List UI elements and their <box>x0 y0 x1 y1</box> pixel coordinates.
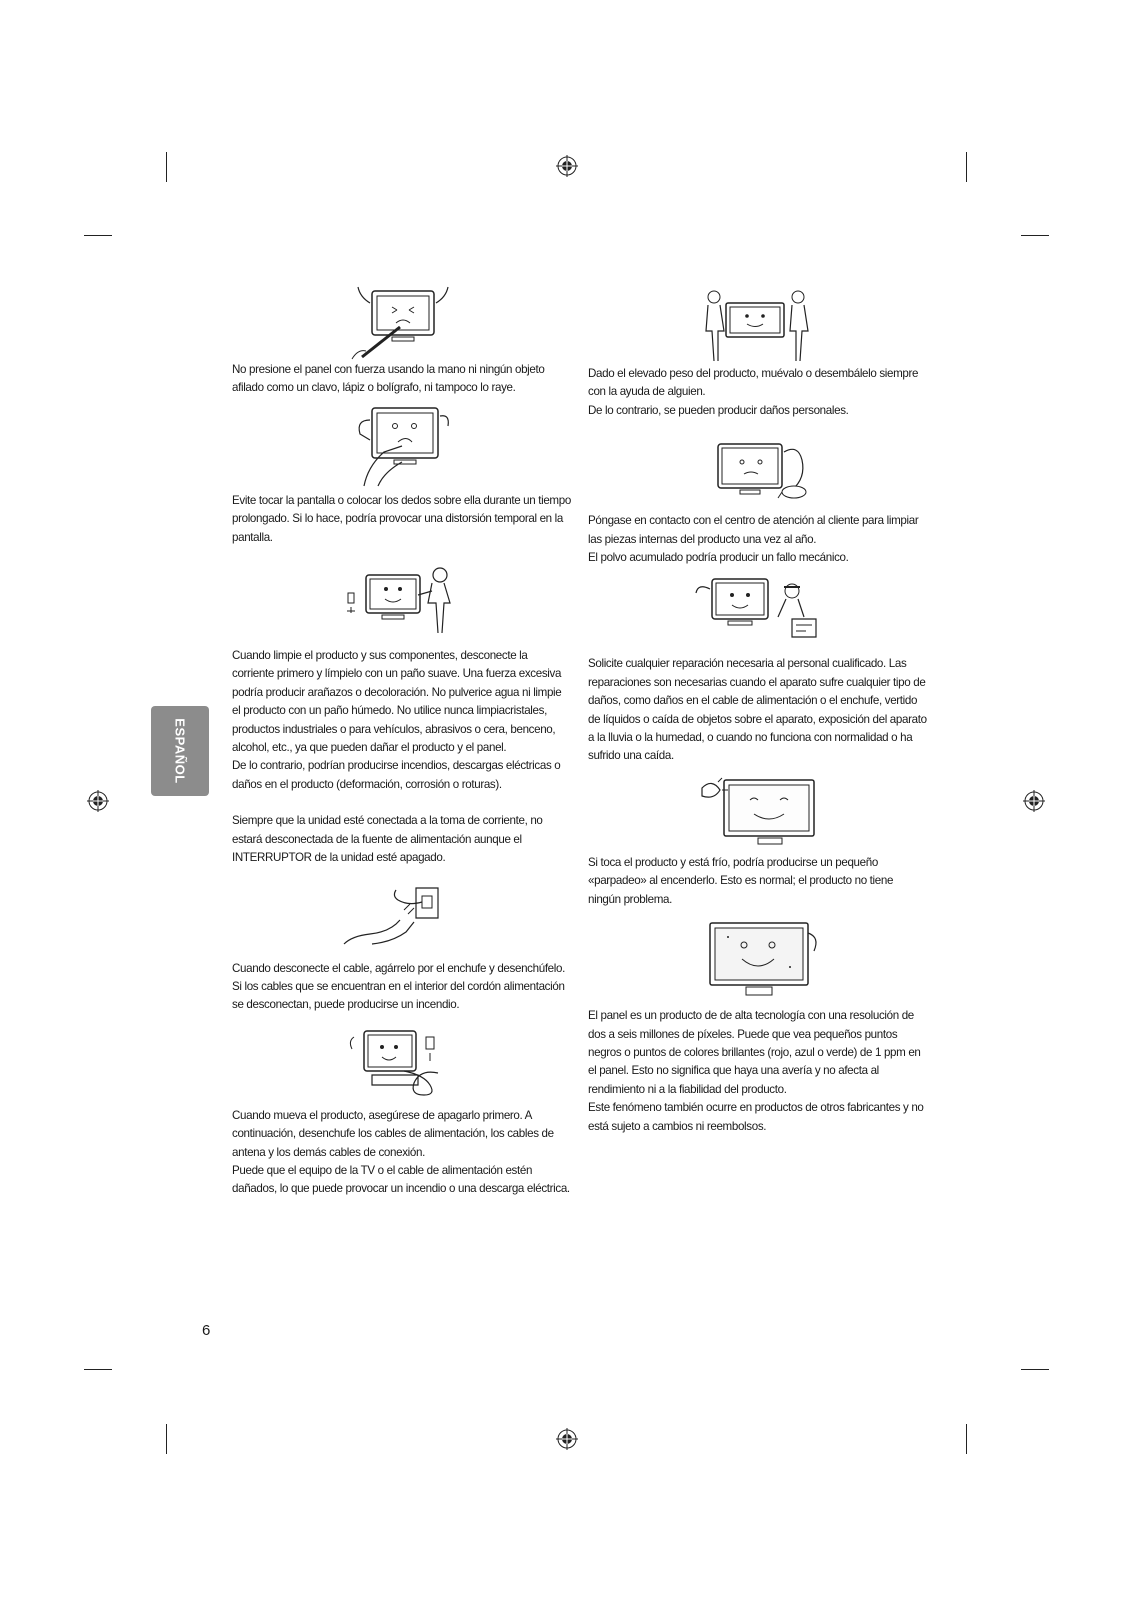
paragraph: Este fenómeno también ocurre en productos de otros fabricantes y no está sujeto a cambios ni reembolsos. <box>588 1101 924 1133</box>
touch-screen-icon <box>342 402 462 488</box>
power-switch-text <box>232 812 572 867</box>
crop-mark <box>966 1424 967 1454</box>
paragraph: Evite tocar la pantalla o colocar los dedos sobre ella durante un tiempo prolongado. Si lo hace, podría provocar una distorsión temporal en la pantalla. <box>232 493 571 544</box>
crop-mark <box>1021 1369 1049 1370</box>
paragraph: Cuando mueva el producto, asegúrese de apagarlo primero. A continuación, desenchufe los cables de alimentación, los cables de antena y los demás cables de conexión. <box>232 1108 554 1159</box>
paragraph: Póngase en contacto con el centro de atención al cliente para limpiar las piezas internas del producto una vez al año. <box>588 514 919 546</box>
crop-mark <box>1021 235 1049 236</box>
heavy-product-text <box>588 365 928 420</box>
two-people-carry-icon <box>698 289 818 369</box>
paragraph: El panel es un producto de de alta tecnología con una resolución de dos a seis millones de píxeles. Puede que vea pequeños puntos negros o puntos de colores brillantes (rojo, azul o verde) de 1 ppm en el panel. Esto no significa que haya una avería y no afecta al rendimiento ni a la fiabilidad del producto. <box>588 1009 921 1096</box>
press-panel-text <box>232 361 572 398</box>
paragraph: El polvo acumulado podría producir un fallo mecánico. <box>588 551 849 565</box>
unplug-text <box>232 960 572 1015</box>
registration-mark-icon <box>556 1428 578 1450</box>
registration-mark-icon <box>1023 790 1045 812</box>
paragraph: Cuando desconecte el cable, agárrelo por el enchufe y desenchúfelo. <box>232 961 565 975</box>
language-tab-label: ESPAÑOL <box>172 718 188 784</box>
cleaning-text <box>232 647 572 794</box>
registration-mark-icon <box>87 790 109 812</box>
paragraph: Cuando limpie el producto y sus componentes, desconecte la corriente primero y límpielo con un paño suave. Una fuerza excesiva podría producir arañazos o decoloración. No pulverice agua ni limpie el producto con un paño húmedo. No utilice nunca limpiacristales, productos industriales o para vehículos, abrasivos o cera, benceno, alcohol, etc., ya que pueden dañar el producto y el panel. <box>232 649 562 755</box>
unplug-icon <box>342 880 462 954</box>
move-product-text <box>232 1107 572 1199</box>
crop-mark <box>166 152 167 182</box>
paragraph: De lo contrario, se pueden producir daños personales. <box>588 403 849 417</box>
crop-mark <box>84 235 112 236</box>
move-cables-icon <box>342 1023 462 1097</box>
paragraph: No presione el panel con fuerza usando la mano ni ningún objeto afilado como un clavo, lápiz o bolígrafo, ni tampoco lo raye. <box>232 363 545 395</box>
crop-mark <box>166 1424 167 1454</box>
cleaning-icon <box>342 563 462 639</box>
paragraph: Si los cables que se encuentran en el interior del cordón alimentación se desconectan, puede producirse un incendio. <box>232 979 565 1012</box>
paragraph: Dado el elevado peso del producto, muévalo o desembálelo siempre con la ayuda de alguien. <box>588 367 919 399</box>
pixel-panel-text <box>588 1007 928 1136</box>
repair-text <box>588 655 928 765</box>
touch-screen-text <box>232 492 572 547</box>
paragraph: Siempre que la unidad esté conectada a la toma de corriente, no estará desconectada de la fuente de alimentación aunque el INTERRUPTOR de la unidad esté apagado. <box>232 814 543 865</box>
language-tab <box>151 706 209 796</box>
press-panel-icon <box>342 281 462 361</box>
page-number: 6 <box>202 1322 211 1339</box>
annual-cleaning-text <box>588 512 928 567</box>
crop-mark <box>966 152 967 182</box>
pixel-panel-icon <box>688 919 828 1003</box>
registration-mark-icon <box>556 155 578 177</box>
paragraph: Solicite cualquier reparación necesaria al personal cualificado. Las reparaciones son necesarias cuando el aparato sufre cualquier tipo de daños, como daños en el cable de alimentación o el enchufe, vertido de líquidos o caída de objetos sobre el aparato, exposición del aparato a la lluvia o la humedad, o cuando no funciona con normalidad o ha sufrido una caída. <box>588 657 927 763</box>
cold-flicker-text <box>588 854 928 909</box>
crop-mark <box>84 1369 112 1370</box>
paragraph: Puede que el equipo de la TV o el cable de alimentación estén dañados, lo que puede provocar un incendio o una descarga eléctrica. <box>232 1163 570 1196</box>
right-column <box>588 275 928 1136</box>
technician-repair-icon <box>688 573 828 647</box>
vacuum-service-icon <box>698 434 818 508</box>
left-column <box>232 275 572 1199</box>
paragraph: Si toca el producto y está frío, podría producirse un pequeño «parpadeo» al encenderlo. Esto es normal; el producto no tiene ningún problema. <box>588 855 894 906</box>
paragraph: De lo contrario, podrían producirse incendios, descargas eléctricas o daños en el producto (deformación, corrosión o roturas). <box>232 759 561 791</box>
cold-flicker-icon <box>688 774 828 850</box>
